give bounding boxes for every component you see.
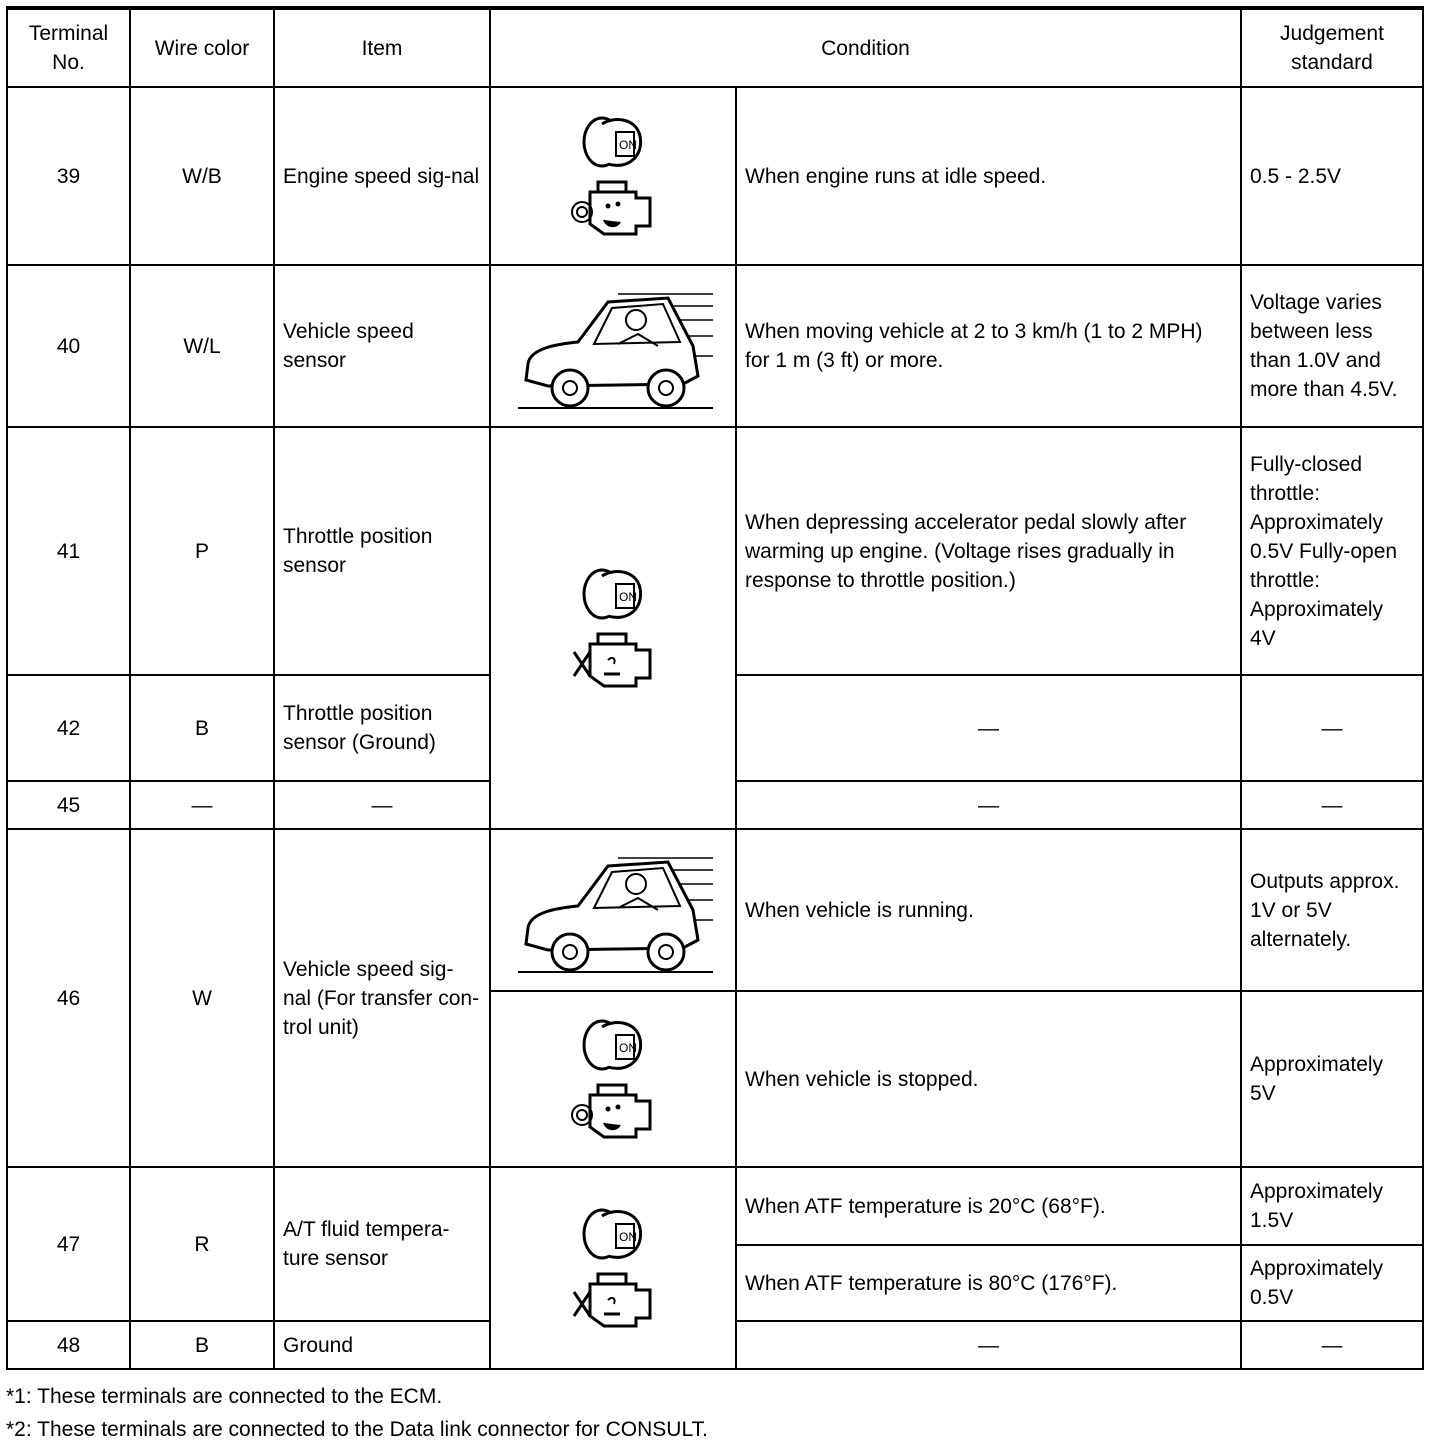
svg-text:ON: ON — [619, 138, 637, 152]
terminal-cell: 42 — [7, 675, 130, 781]
header-judgement: Judgement standard — [1241, 8, 1423, 87]
condition-icon-cell — [490, 829, 736, 991]
wire-color-cell: B — [130, 1321, 274, 1369]
item-cell: Engine speed sig-nal — [274, 87, 490, 265]
condition-icon-cell — [490, 991, 736, 1167]
judgement-cell: — — [1241, 675, 1423, 781]
engine-off-icon — [570, 630, 656, 692]
footnote-1: *1: These terminals are connected to the ECM. — [6, 1385, 443, 1408]
wire-color-cell: W — [130, 829, 274, 1167]
condition-cell: When engine runs at idle speed. — [736, 87, 1241, 265]
wire-color-cell: B — [130, 675, 274, 781]
wire-color-cell: W/B — [130, 87, 274, 265]
terminal-cell: 47 — [7, 1167, 130, 1321]
svg-text:ON: ON — [619, 590, 637, 604]
header-condition: Condition — [490, 8, 1241, 87]
judgement-cell: 0.5 - 2.5V — [1241, 87, 1423, 265]
engine-off-icon — [570, 1270, 656, 1332]
terminal-cell: 41 — [7, 427, 130, 675]
table-row — [7, 87, 1423, 265]
condition-cell: — — [736, 781, 1241, 829]
vehicle-moving-icon — [508, 840, 718, 980]
item-cell: Vehicle speed sig-nal (For transfer con-trol unit) — [274, 829, 490, 1167]
condition-icon-cell — [490, 427, 736, 829]
judgement-cell: Approximately 0.5V — [1241, 1245, 1423, 1321]
ignition-key-on-icon — [578, 1015, 648, 1075]
footnote-2: *2: These terminals are connected to the Data link connector for CONSULT. — [6, 1418, 708, 1441]
condition-cell: When ATF temperature is 20°C (68°F). — [736, 1167, 1241, 1245]
svg-text:ON: ON — [619, 1230, 637, 1244]
ignition-key-on-icon — [578, 112, 648, 172]
item-cell: Vehicle speed sensor — [274, 265, 490, 427]
header-terminal-no: Terminal No. — [7, 8, 130, 87]
wire-color-cell: — — [130, 781, 274, 829]
judgement-cell: — — [1241, 781, 1423, 829]
ignition-key-on-icon — [578, 1204, 648, 1264]
terminal-cell: 45 — [7, 781, 130, 829]
wire-color-cell: R — [130, 1167, 274, 1321]
ignition-key-on-icon — [578, 564, 648, 624]
item-cell: — — [274, 781, 490, 829]
judgement-cell: Fully-closed throttle: Approximately 0.5V Fully-open throttle: Approximately 4V — [1241, 427, 1423, 675]
header-row — [7, 8, 1423, 87]
ignition-on-engine-off-icon — [491, 1204, 735, 1332]
condition-cell: When moving vehicle at 2 to 3 km/h (1 to 2 MPH) for 1 m (3 ft) or more. — [736, 265, 1241, 427]
item-cell: A/T fluid tempera-ture sensor — [274, 1167, 490, 1321]
condition-cell: When ATF temperature is 80°C (176°F). — [736, 1245, 1241, 1321]
table-row — [7, 427, 1423, 675]
engine-running-icon — [570, 1081, 656, 1143]
wire-color-cell: P — [130, 427, 274, 675]
table-row — [7, 265, 1423, 427]
condition-cell: When vehicle is stopped. — [736, 991, 1241, 1167]
ignition-on-and-engine-running-icon — [491, 112, 735, 240]
table-row — [7, 1167, 1423, 1245]
judgement-cell: Outputs approx. 1V or 5V alternately. — [1241, 829, 1423, 991]
footnotes — [6, 1380, 708, 1446]
judgement-cell: Voltage varies between less than 1.0V and more than 4.5V. — [1241, 265, 1423, 427]
condition-cell: When vehicle is running. — [736, 829, 1241, 991]
condition-cell: — — [736, 1321, 1241, 1369]
terminal-cell: 46 — [7, 829, 130, 1167]
terminal-cell: 48 — [7, 1321, 130, 1369]
engine-running-icon — [570, 178, 656, 240]
item-cell: Ground — [274, 1321, 490, 1369]
item-cell: Throttle position sensor — [274, 427, 490, 675]
header-item: Item — [274, 8, 490, 87]
judgement-cell: Approximately 1.5V — [1241, 1167, 1423, 1245]
condition-cell: — — [736, 675, 1241, 781]
judgement-cell: Approximately 5V — [1241, 991, 1423, 1167]
terminal-cell: 40 — [7, 265, 130, 427]
header-wire-color: Wire color — [130, 8, 274, 87]
terminal-cell: 39 — [7, 87, 130, 265]
ignition-on-and-engine-running-icon — [491, 1015, 735, 1143]
svg-text:ON: ON — [619, 1041, 637, 1055]
condition-icon-cell — [490, 1167, 736, 1369]
condition-cell: When depressing accelerator pedal slowly after warming up engine. (Voltage rises gradually in response to throttle position.) — [736, 427, 1241, 675]
vehicle-moving-icon — [508, 276, 718, 416]
terminal-table — [6, 6, 1424, 1370]
condition-icon-cell — [490, 265, 736, 427]
ignition-on-engine-off-icon — [491, 564, 735, 692]
judgement-cell: — — [1241, 1321, 1423, 1369]
item-cell: Throttle position sensor (Ground) — [274, 675, 490, 781]
wire-color-cell: W/L — [130, 265, 274, 427]
condition-icon-cell — [490, 87, 736, 265]
table-row — [7, 829, 1423, 991]
